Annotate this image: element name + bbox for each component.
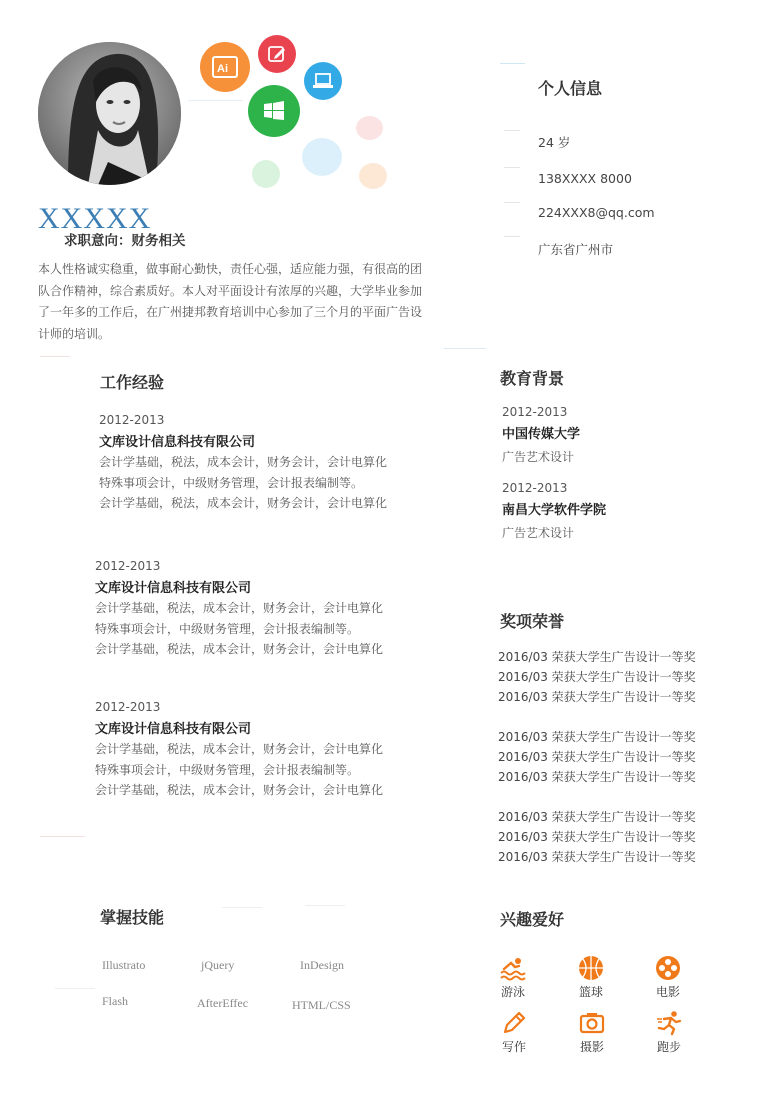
running-icon [656, 1010, 682, 1036]
award-group [498, 807, 696, 867]
decor-line [55, 988, 95, 989]
info-divider [504, 236, 520, 237]
swimming-icon [500, 955, 526, 981]
basketball-icon [578, 955, 604, 981]
award-line: 2016/03 荣获大学生广告设计一等奖 [498, 670, 696, 684]
illustrator-bubble [200, 42, 250, 92]
work-year: 2012-2013 [99, 413, 165, 427]
decor-line [40, 356, 70, 357]
hobbies-title: 兴趣爱好 [500, 910, 565, 929]
profile-photo [38, 42, 181, 185]
camera-icon [579, 1010, 605, 1036]
award-line: 2016/03 荣获大学生广告设计一等奖 [498, 770, 696, 784]
decor-line [500, 63, 525, 64]
award-line: 2016/03 荣获大学生广告设计一等奖 [498, 850, 696, 864]
decor-line [40, 836, 85, 837]
decor-line [222, 907, 262, 908]
candidate-name: XXXXX [38, 202, 152, 235]
award-line: 2016/03 荣获大学生广告设计一等奖 [498, 690, 696, 704]
decor-circle [302, 138, 342, 176]
edit-bubble [258, 35, 296, 73]
edu-year: 2012-2013 [502, 405, 568, 419]
info-divider [504, 130, 520, 131]
work-company: 文库设计信息科技有限公司 [95, 722, 252, 737]
decor-circle [252, 160, 280, 188]
edu-school: 中国传媒大学 [502, 427, 581, 442]
info-location: 广东省广州市 [538, 242, 614, 257]
award-line: 2016/03 荣获大学生广告设计一等奖 [498, 830, 696, 844]
edit-icon [267, 44, 287, 64]
education-item [502, 481, 606, 541]
skills-title: 掌握技能 [100, 908, 165, 927]
windows-bubble [248, 85, 300, 137]
decor-line [188, 100, 243, 101]
work-item [95, 700, 383, 801]
edu-school: 南昌大学软件学院 [502, 503, 607, 518]
laptop-bubble [304, 62, 342, 100]
work-desc: 会计学基础，税法，成本会计，财务会计，会计电算化 特殊事项会计，中级财务管理，会计报表编制等。 会计学基础，税法，成本会计，财务会计，会计电算化 [95, 601, 384, 656]
portrait-image [38, 42, 181, 185]
work-title: 工作经验 [100, 373, 165, 392]
skill-item: InDesign [300, 958, 344, 972]
pencil-icon [501, 1010, 527, 1036]
hobby-swimming: 游泳 [483, 955, 543, 1000]
skill-item: jQuery [201, 958, 235, 972]
decor-line [305, 905, 345, 906]
work-company: 文库设计信息科技有限公司 [99, 435, 256, 450]
work-desc: 会计学基础，税法，成本会计，财务会计，会计电算化 特殊事项会计，中级财务管理，会计报表编制等。 会计学基础，税法，成本会计，财务会计，会计电算化 [99, 455, 388, 510]
work-year: 2012-2013 [95, 559, 161, 573]
film-reel-icon [655, 955, 681, 981]
hobby-basketball: 篮球 [561, 955, 621, 1000]
award-group [498, 727, 696, 787]
work-desc: 会计学基础，税法，成本会计，财务会计，会计电算化 特殊事项会计，中级财务管理，会计报表编制等。 会计学基础，税法，成本会计，财务会计，会计电算化 [95, 742, 384, 797]
info-phone: 138XXXX 8000 [538, 171, 632, 186]
edu-major: 广告艺术设计 [502, 526, 575, 540]
work-company: 文库设计信息科技有限公司 [95, 581, 252, 596]
award-line: 2016/03 荣获大学生广告设计一等奖 [498, 650, 696, 664]
info-divider [504, 167, 520, 168]
hobby-writing: 写作 [484, 1010, 544, 1055]
work-item [99, 413, 387, 514]
skill-item: HTML/CSS [292, 998, 351, 1012]
decor-line [444, 348, 486, 349]
laptop-icon [312, 72, 334, 90]
edu-major: 广告艺术设计 [502, 450, 575, 464]
skill-item: AfterEffec [197, 996, 249, 1010]
self-introduction: 本人性格诚实稳重，做事耐心勤快，责任心强，适应能力强，有很高的团队合作精神，综合素质好。本人对平面设计有浓厚的兴趣，大学毕业参加了一年多的工作后，在广州捷邦教育培训中心参加了三个月的平面广告设计师的培训。 [38, 262, 423, 341]
edu-year: 2012-2013 [502, 481, 568, 495]
personal-info-title: 个人信息 [538, 79, 603, 98]
education-item [502, 405, 580, 465]
awards-title: 奖项荣誉 [500, 612, 565, 631]
hobby-photography: 摄影 [562, 1010, 622, 1055]
info-email: 224XXX8@qq.com [538, 205, 655, 220]
work-year: 2012-2013 [95, 700, 161, 714]
hobby-movie: 电影 [638, 955, 698, 1000]
award-line: 2016/03 荣获大学生广告设计一等奖 [498, 810, 696, 824]
skill-item: Illustrato [102, 958, 146, 972]
decor-circle [356, 116, 383, 140]
ai-icon [212, 56, 238, 78]
info-divider [504, 202, 520, 203]
award-line: 2016/03 荣获大学生广告设计一等奖 [498, 730, 696, 744]
decor-circle [359, 163, 387, 189]
award-line: 2016/03 荣获大学生广告设计一等奖 [498, 750, 696, 764]
windows-icon [263, 101, 285, 121]
info-age: 24 岁 [538, 135, 571, 150]
job-intent: 求职意向：财务相关 [64, 233, 186, 249]
skill-item: Flash [102, 994, 129, 1008]
hobby-running: 跑步 [639, 1010, 699, 1055]
education-title: 教育背景 [500, 369, 565, 388]
svg-text:Ai: Ai [217, 63, 228, 75]
award-group [498, 647, 696, 707]
work-item [95, 559, 383, 660]
